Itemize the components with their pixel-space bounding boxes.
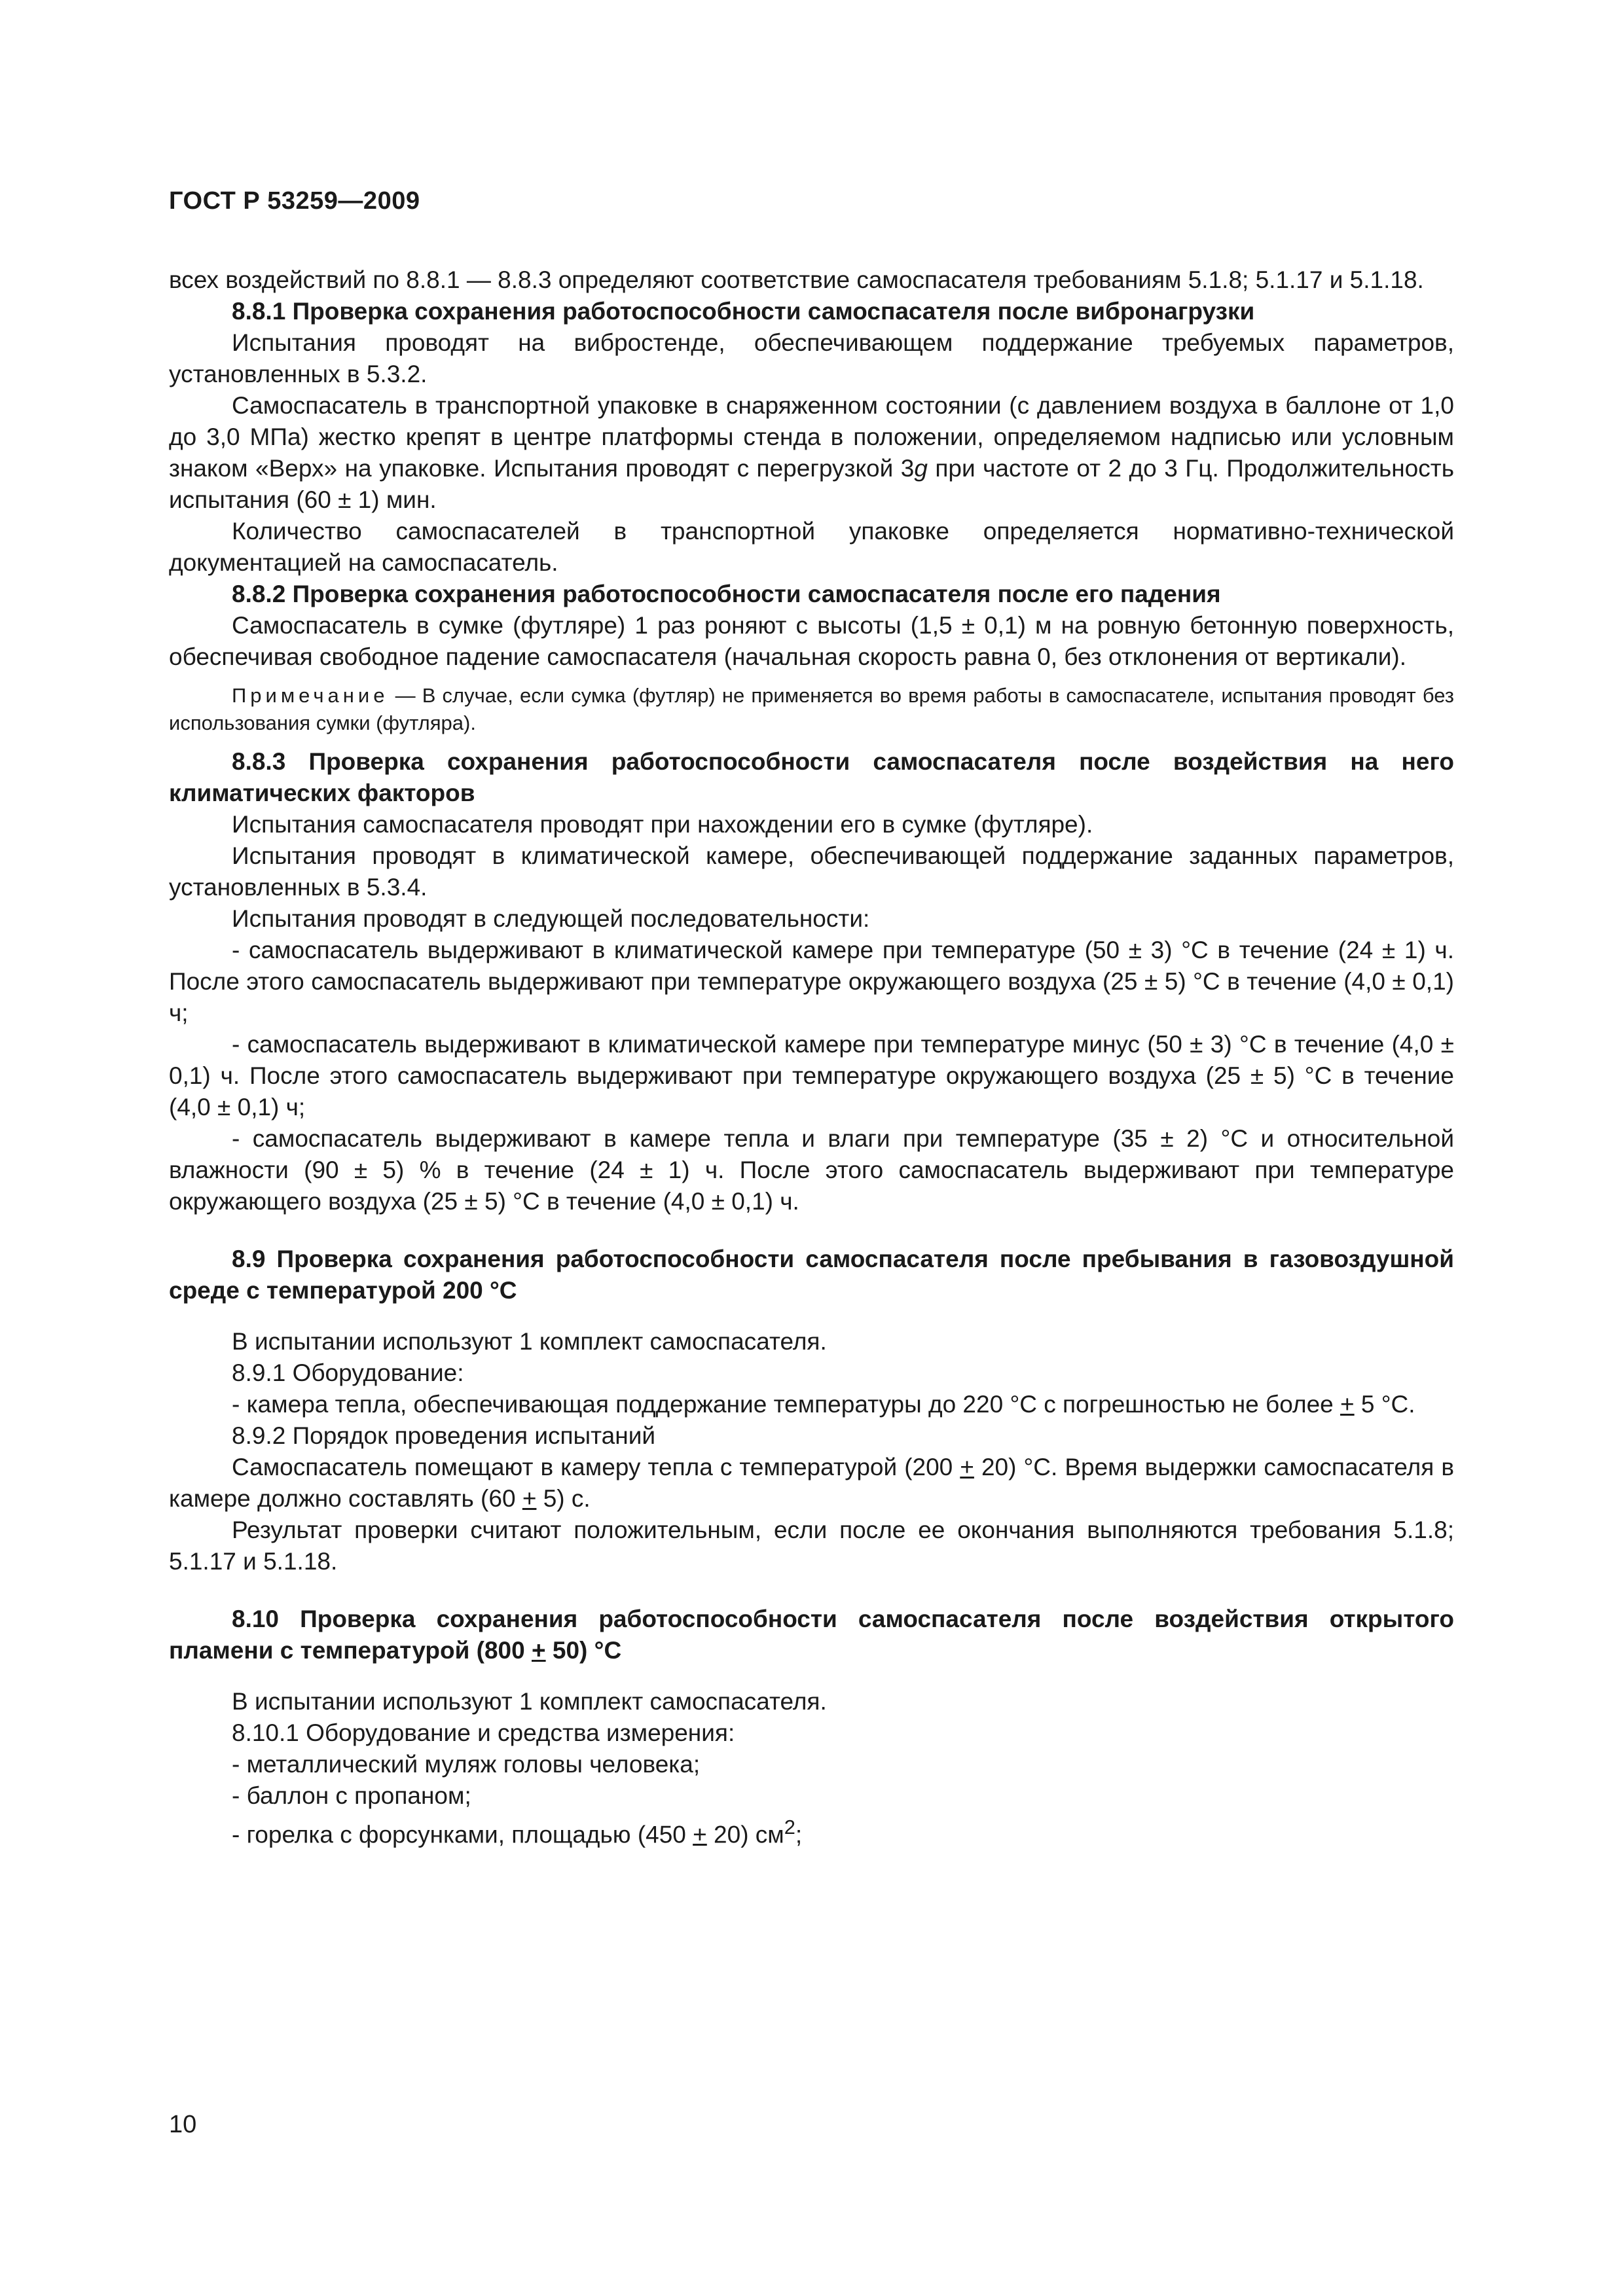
text-run: 20) см [706,1821,784,1848]
paragraph: Испытания самоспасателя проводят при нахождении его в сумке (футляре). [232,811,1093,838]
paragraph: Количество самоспасателей в транспортной упаковке определяется нормативно-технической документацией на самоспасатель. [169,518,1454,576]
section-heading-8-8-2: 8.8.2 Проверка сохранения работоспособности самоспасателя после его падения [232,581,1221,607]
paragraph [169,1452,1454,1515]
text-run: при частоте от 2 до 3 Гц. Продолжительность испытания (60 ± 1) мин. [169,455,1454,513]
paragraph: 8.9.1 Оборудование: [232,1359,464,1386]
text-run: 50) °С [545,1637,622,1664]
page-number: 10 [169,2111,197,2138]
text-run: Самоспасатель в транспортной упаковке в снаряженном состоянии (с давлением воздуха в баллоне от 1,0 до 3,0 МПа) жестко крепят в центре платформы стенда в положении, определяемом надписью или условным знаком «Верх» на упаковке. Испытания проводят с перегрузкой 3 [169,392,1454,482]
note-text: — В случае, если сумка (футляр) не применяется во время работы в самоспасателе, испытания проводят без использования сумки (футляра). [169,684,1454,734]
text-run: 5 °С. [1354,1391,1415,1418]
text-run: - горелка с форсунками, площадью (450 [232,1821,693,1848]
text-run: 5) с. [536,1485,591,1512]
document-header: ГОСТ Р 53259—2009 [169,187,420,215]
paragraph: В испытании используют 1 комплект самоспасателя. [232,1328,827,1355]
note [169,682,1454,737]
paragraph: Самоспасатель в сумке (футляре) 1 раз роняют с высоты (1,5 ± 0,1) м на ровную бетонную поверхность, обеспечивая свободное падение самоспасателя (начальная скорость равна 0, без отклонения от вертикали). [169,612,1454,670]
superscript: 2 [784,1816,795,1839]
paragraph: Испытания проводят в климатической камере, обеспечивающей поддержание заданных параметров, установленных в 5.3.4. [169,842,1454,901]
section-heading-8-9: 8.9 Проверка сохранения работоспособности самоспасателя после пребывания в газовоздушной среде с температурой 200 °С [169,1246,1454,1304]
list-item: - самоспасатель выдерживают в камере тепла и влаги при температуре (35 ± 2) °С и относительной влажности (90 ± 5) % в течение (24 ± 1) ч. После этого самоспасатель выдерживают при температуре окружающего воздуха (25 ± 5) °С в течение (4,0 ± 0,1) ч. [169,1125,1454,1215]
list-item [169,1812,1454,1850]
text-run: - камера тепла, обеспечивающая поддержание температуры до 220 °С с погрешностью не более [232,1391,1341,1418]
list-item: - самоспасатель выдерживают в климатической камере при температуре (50 ± 3) °С в течение (24 ± 1) ч. После этого самоспасатель выдерживают при температуре окружающего воздуха (25 ± 5) °С в течение (4,0 ± 0,1) ч; [169,937,1454,1026]
text-run: 20) °С. Время выдержки самоспасателя в камере должно составлять (60 [169,1454,1454,1512]
list-item: - самоспасатель выдерживают в климатической камере при температуре минус (50 ± 3) °С в течение (4,0 ± 0,1) ч. После этого самоспасатель выдерживают при температуре окружающего воздуха (25 ± 5) °С в течение (4,0 ± 0,1) ч; [169,1031,1454,1121]
text-run: ; [795,1821,803,1848]
document-body [169,264,1454,1850]
paragraph: 8.10.1 Оборудование и средства измерения: [232,1719,735,1746]
list-item: - баллон с пропаном; [232,1782,471,1809]
list-item [169,1389,1454,1420]
plus-minus-sign: + [960,1454,974,1480]
paragraph: Испытания проводят в следующей последовательности: [232,905,870,932]
plus-minus-sign: + [522,1485,537,1512]
plus-minus-sign: + [1340,1391,1355,1418]
plus-minus-sign: + [532,1637,546,1664]
text-run: 8.10 Проверка сохранения работоспособности самоспасателя после воздействия открытого пламени с температурой (800 [169,1605,1454,1664]
section-heading-8-8-1: 8.8.1 Проверка сохранения работоспособности самоспасателя после вибронагрузки [232,298,1255,325]
paragraph [169,390,1454,516]
paragraph: 8.9.2 Порядок проведения испытаний [232,1422,656,1449]
paragraph: Результат проверки считают положительным, если после ее окончания выполняются требования 5.1.8; 5.1.17 и 5.1.18. [169,1516,1454,1575]
list-item: - металлический муляж головы человека; [232,1751,701,1778]
paragraph: Испытания проводят на вибростенде, обеспечивающем поддержание требуемых параметров, установленных в 5.3.2. [169,329,1454,387]
plus-minus-sign: + [693,1821,707,1848]
note-label: Примечание [232,684,389,707]
text-run: Самоспасатель помещают в камеру тепла с температурой (200 [232,1454,960,1480]
section-heading-8-8-3: 8.8.3 Проверка сохранения работоспособности самоспасателя после воздействия на него климатических факторов [169,748,1454,806]
paragraph: всех воздействий по 8.8.1 — 8.8.3 определяют соответствие самоспасателя требованиям 5.1.8; 5.1.17 и 5.1.18. [169,266,1424,293]
text-run-italic: g [914,455,928,482]
paragraph: В испытании используют 1 комплект самоспасателя. [232,1688,827,1715]
section-heading-8-10 [169,1604,1454,1666]
